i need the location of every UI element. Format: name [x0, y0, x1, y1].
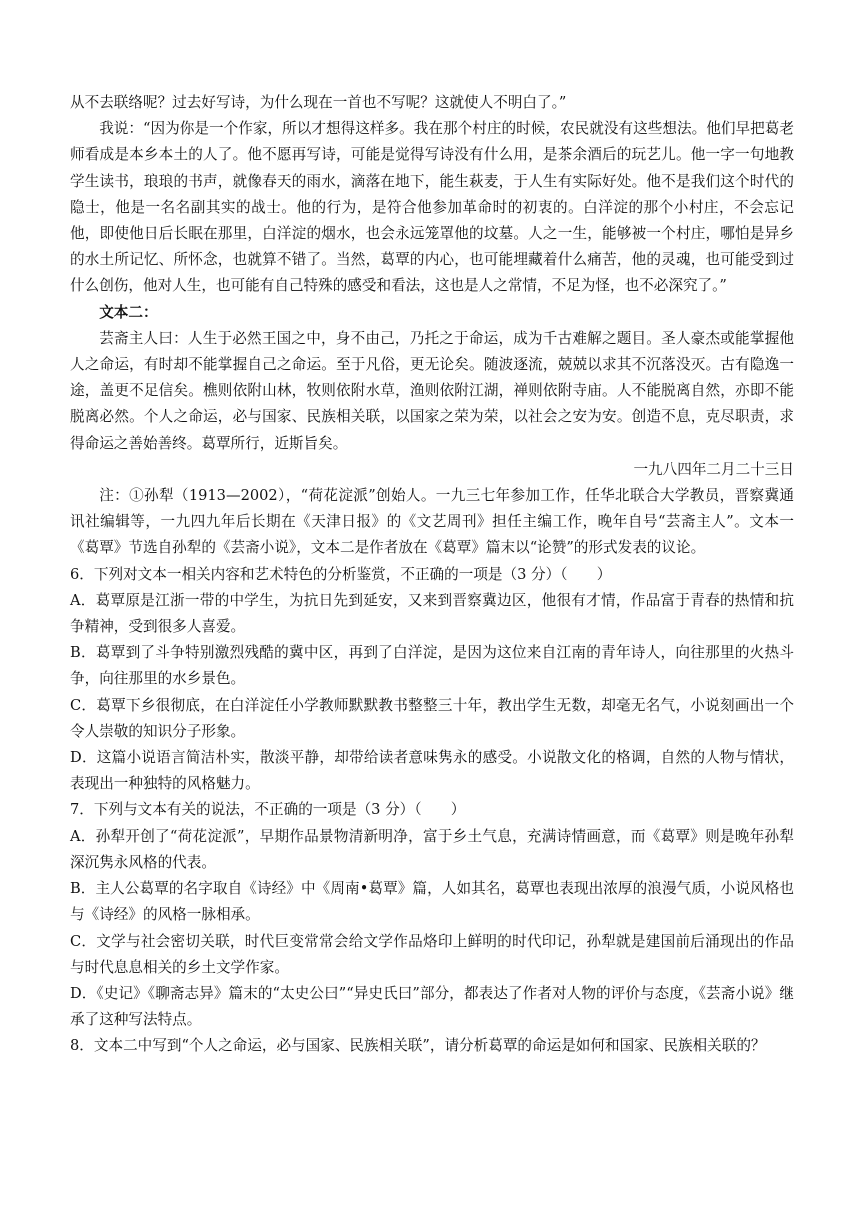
question-7-option-a: A．孙犁开创了“荷花淀派”，早期作品景物清新明净，富于乡土气息，充满诗情画意，而《葛覃》则是晚年孙犁深沉隽永风格的代表。 — [70, 827, 794, 871]
text2-body: 芸斋主人曰：人生于必然王国之中，身不由己，乃托之于命运，成为千古难解之题目。圣人豪杰或能掌握他人之命运，有时却不能掌握自己之命运。至于凡俗，更无论矣。随波逐流，兢兢以求其不沉落没灭。古有隐逸一途，盖更不足信矣。樵则依附山林，牧则依附水草，渔则依附江湖，禅则依附寺庙。人不能脱离自然，亦即不能脱离必然。个人之命运，必与国家、民族相关联，以国家之荣为荣，以社会之安为安。创造不息，克尽职责，求得命运之善始善终。葛覃所行，近斯旨矣。 — [70, 329, 794, 452]
question-6-stem: 6．下列对文本一相关内容和艺术特色的分析鉴赏，不正确的一项是（3 分）（ ） — [70, 565, 612, 583]
question-6-option-a: A．葛覃原是江浙一带的中学生，为抗日先到延安，又来到晋察冀边区，他很有才情，作品富于青春的热情和抗争精神，受到很多人喜爱。 — [70, 591, 794, 636]
question-7-option-b: B．主人公葛覃的名字取自《诗经》中《周南•葛覃》篇，人如其名，葛覃也表现出浓厚的浪漫气质，小说风格也与《诗经》的风格一脉相承。 — [70, 880, 794, 924]
text1-tail-paragraph: 从不去联络呢？过去好写诗，为什么现在一首也不写呢？这就使人不明白了。” — [70, 94, 567, 111]
question-6-option-d: D．这篇小说语言简洁朴实，散淡平静，却带给读者意味隽永的感受。小说散文化的格调，自然的人物与情状，表现出一种独特的风格魅力。 — [70, 749, 794, 793]
question-7-option-d: D．《史记》《聊斋志异》篇末的“太史公曰”“异史氏曰”部分，都表达了作者对人物的评价与态度，《芸斋小说》继承了这种写法特点。 — [70, 984, 794, 1029]
text2-heading: 文本二： — [99, 303, 158, 321]
question-6-option-b: B．葛覃到了斗争特别激烈残酷的冀中区，再到了白洋淀，是因为这位来自江南的青年诗人，向往那里的火热斗争，向往那里的水乡景色。 — [70, 644, 794, 688]
question-6-option-c: C．葛覃下乡很彻底，在白洋淀任小学教师默默教书整整三十年，教出学生无数，却毫无名气，小说刻画出一个令人崇敬的知识分子形象。 — [70, 696, 794, 740]
text1-dialogue-paragraph: 我说：“因为你是一个作家，所以才想得这样多。我在那个村庄的时候，农民就没有这些想法。他们早把葛老师看成是本乡本土的人了。他不愿再写诗，可能是觉得写诗没有什么用，是茶余酒后的玩艺儿。他一字一句地教学生读书，琅琅的书声，就像春天的雨水，滴落在地下，能生萩麦，于人生有实际好处。他不是我们这个时代的隐士，他是一名名副其实的战士。他的行为，是符合他参加革命时的初衷的。白洋淀的那个小村庄，不会忘记他，即使他日后长眠在那里，白洋淀的烟水，也会永远笼罩他的坟墓。人之一生，能够被一个村庄，哪怕是异乡的水土所记忆、所怀念，也就算不错了。当然，葛覃的内心，也可能埋藏着什么痛苦，他的灵魂，也可能受到过什么创伤，他对人生，也可能有自己特殊的感受和看法，这也是人之常情，不足为怪，也不必深究了。” — [70, 120, 794, 295]
question-7-option-c: C．文学与社会密切关联，时代巨变常常会给文学作品烙印上鲜明的时代印记，孙犁就是建国前后涌现出的作品与时代息息相关的乡土文学作家。 — [70, 932, 794, 976]
author-note: 注：①孙犁（1913—2002），“荷花淀派”创始人。一九三七年参加工作，任华北联合大学教员，晋察冀通讯社编辑等，一九四九年后长期在《天津日报》的《文艺周刊》担任主编工作，晚年自号“芸斋主人”。文本一《葛覃》节选自孙犁的《芸斋小说》，文本二是作者放在《葛覃》篇末以“论赞”的形式发表的议论。 — [70, 487, 794, 557]
question-7-stem: 7．下列与文本有关的说法，不正确的一项是（3 分）（ ） — [70, 801, 466, 819]
question-8-stem: 8．文本二中写到“个人之命运，必与国家、民族相关联”，请分析葛覃的命运是如何和国家、民族相关联的？ — [70, 1037, 766, 1055]
text2-date: 一九八四年二月二十三日 — [633, 460, 794, 478]
exam-page — [70, 90, 794, 1060]
